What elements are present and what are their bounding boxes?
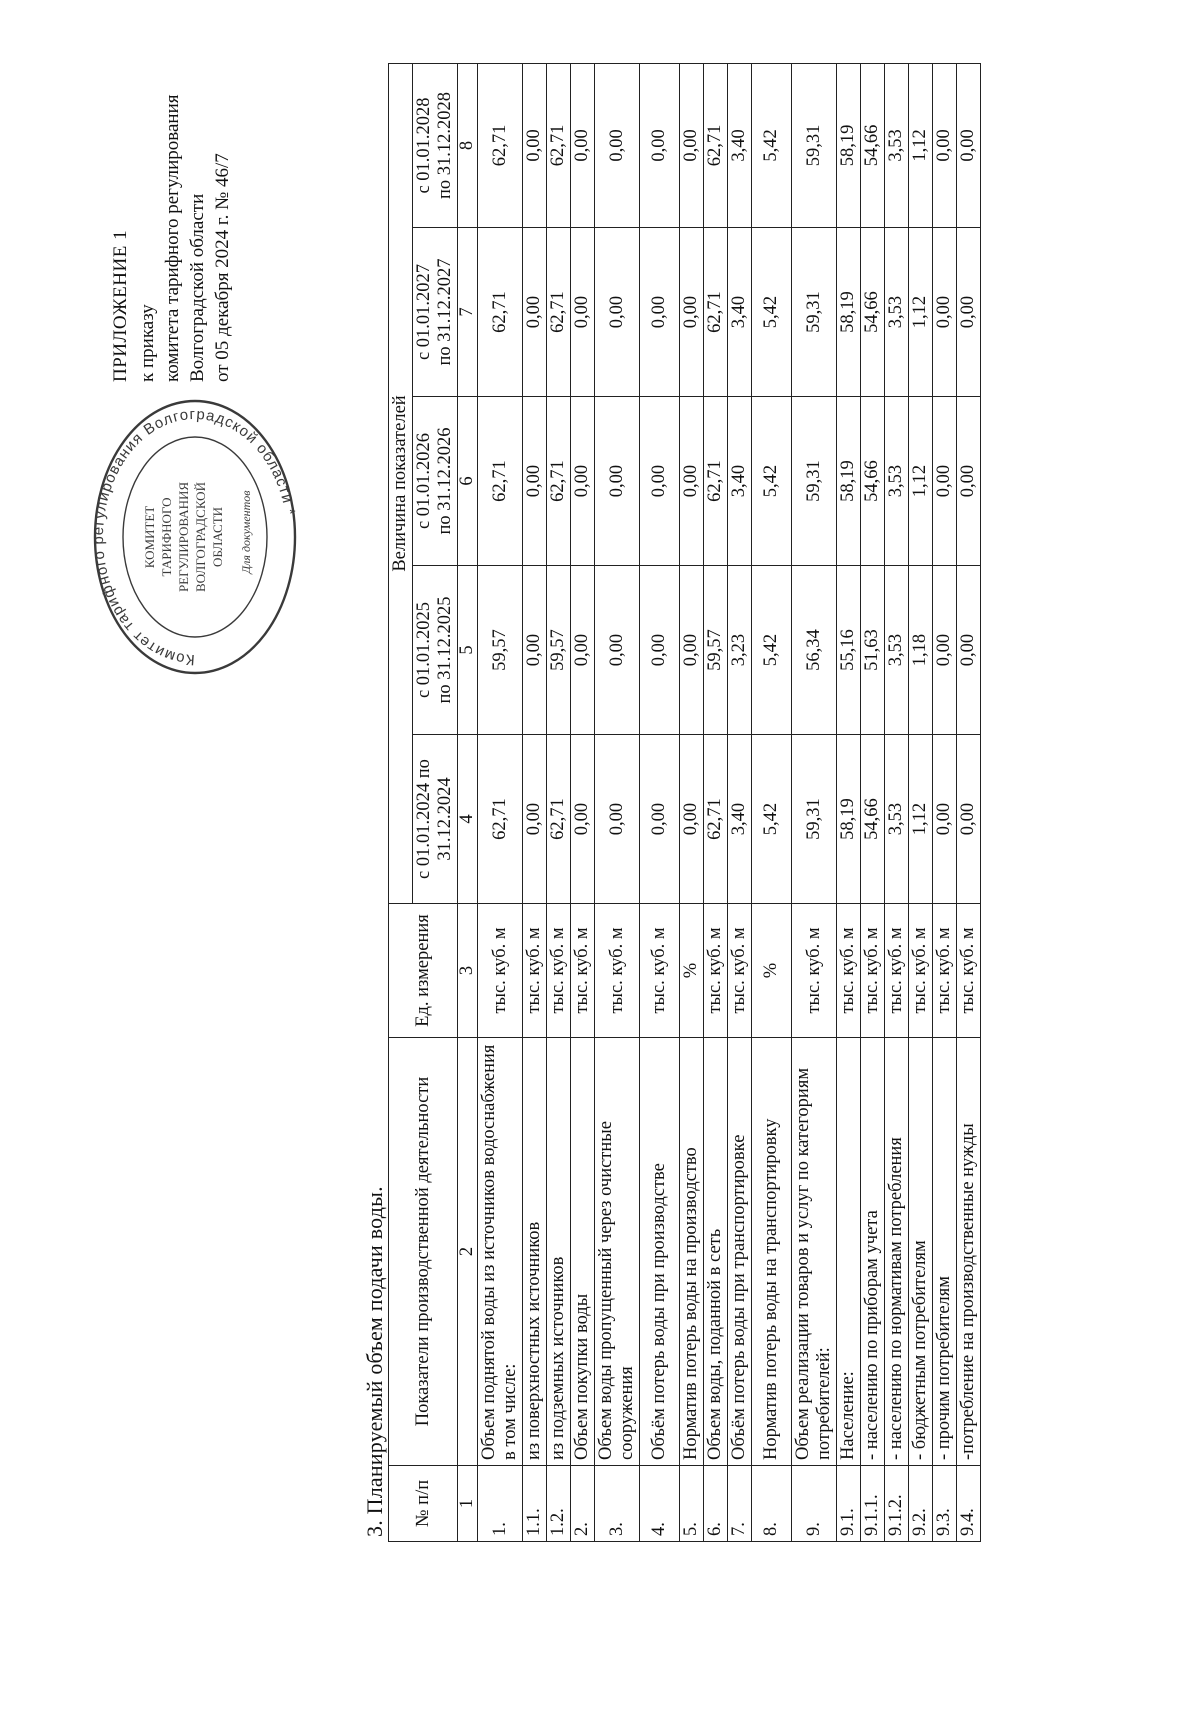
row-value: 0,00 xyxy=(680,228,704,397)
row-value: 0,00 xyxy=(680,566,704,735)
row-unit: % xyxy=(680,904,704,1038)
row-unit: тыс. куб. м xyxy=(478,904,523,1038)
row-value: 56,34 xyxy=(792,566,837,735)
column-number: 6 xyxy=(458,397,478,566)
row-number: 1.2. xyxy=(547,1466,571,1542)
row-value: 0,00 xyxy=(571,735,595,904)
row-value: 62,71 xyxy=(704,228,728,397)
row-unit: тыс. куб. м xyxy=(933,904,957,1038)
row-number: 9. xyxy=(792,1466,837,1542)
row-value: 0,00 xyxy=(957,228,981,397)
row-number: 3. xyxy=(595,1466,640,1542)
row-value: 0,00 xyxy=(640,228,680,397)
row-value: 5,42 xyxy=(752,228,792,397)
approval-block xyxy=(108,22,235,382)
row-value: 62,71 xyxy=(478,63,523,227)
table-row xyxy=(837,63,861,1541)
row-indicator-name: - населению по приборам учета xyxy=(861,1038,885,1466)
period-label: с 01.01.2025 по 31.12.2025 xyxy=(414,596,455,704)
row-number: 9.1.1. xyxy=(861,1466,885,1542)
table-row xyxy=(547,63,571,1541)
table-body xyxy=(478,63,981,1541)
stamp-bottom-text: Для документов xyxy=(239,490,253,574)
row-value: 3,40 xyxy=(728,397,752,566)
row-value: 5,42 xyxy=(752,735,792,904)
row-value: 54,66 xyxy=(861,735,885,904)
row-value: 0,00 xyxy=(933,397,957,566)
row-unit: тыс. куб. м xyxy=(571,904,595,1038)
row-value: 3,40 xyxy=(728,735,752,904)
row-unit: тыс. куб. м xyxy=(704,904,728,1038)
row-value: 62,71 xyxy=(478,397,523,566)
row-value: 62,71 xyxy=(547,228,571,397)
approval-line-order: к приказу xyxy=(137,304,158,382)
row-value: 62,71 xyxy=(547,63,571,227)
table-row xyxy=(595,63,640,1541)
table-row xyxy=(752,63,792,1541)
row-indicator-name: - бюджетным потребителям xyxy=(909,1038,933,1466)
row-number: 9.4. xyxy=(957,1466,981,1542)
row-number: 7. xyxy=(728,1466,752,1542)
row-unit: % xyxy=(752,904,792,1038)
row-value: 3,40 xyxy=(728,228,752,397)
header-period-2026 xyxy=(413,397,458,566)
row-value: 62,71 xyxy=(547,735,571,904)
row-indicator-name: Объём потерь воды при транспортировке xyxy=(728,1038,752,1466)
row-value: 62,71 xyxy=(547,397,571,566)
row-value: 0,00 xyxy=(957,735,981,904)
row-value: 3,23 xyxy=(728,566,752,735)
table-header-row xyxy=(389,63,413,1541)
row-value: 0,00 xyxy=(595,397,640,566)
row-value: 3,40 xyxy=(728,63,752,227)
row-value: 0,00 xyxy=(571,63,595,227)
period-label: с 01.01.2026 по 31.12.2026 xyxy=(414,427,455,535)
row-indicator-name: Норматив потерь воды на производство xyxy=(680,1038,704,1466)
water-supply-table xyxy=(388,63,981,1542)
row-indicator-name: - населению по нормативам потребления xyxy=(885,1038,909,1466)
row-unit: тыс. куб. м xyxy=(523,904,547,1038)
row-indicator-name: -потребление на производственные нужды xyxy=(957,1038,981,1466)
row-unit: тыс. куб. м xyxy=(640,904,680,1038)
row-unit: тыс. куб. м xyxy=(909,904,933,1038)
row-value: 0,00 xyxy=(957,566,981,735)
column-number: 3 xyxy=(458,904,478,1038)
row-value: 0,00 xyxy=(680,397,704,566)
row-value: 1,18 xyxy=(909,566,933,735)
row-value: 0,00 xyxy=(957,63,981,227)
row-value: 0,00 xyxy=(523,735,547,904)
row-value: 59,31 xyxy=(792,397,837,566)
row-value: 0,00 xyxy=(640,63,680,227)
row-value: 59,57 xyxy=(478,566,523,735)
period-label: с 01.01.2027 по 31.12.2027 xyxy=(414,258,455,366)
stamp-line-3: РЕГУЛИРОВАНИЯ xyxy=(176,481,191,593)
row-value: 3,53 xyxy=(885,735,909,904)
row-unit: тыс. куб. м xyxy=(957,904,981,1038)
row-value: 0,00 xyxy=(680,63,704,227)
row-value: 59,57 xyxy=(547,566,571,735)
stamp-line-2: ТАРИФНОГО xyxy=(159,497,174,577)
row-value: 0,00 xyxy=(957,397,981,566)
column-number: 2 xyxy=(458,1038,478,1466)
row-value: 0,00 xyxy=(523,228,547,397)
row-value: 59,31 xyxy=(792,228,837,397)
row-value: 0,00 xyxy=(571,397,595,566)
row-number: 4. xyxy=(640,1466,680,1542)
row-unit: тыс. куб. м xyxy=(728,904,752,1038)
row-value: 62,71 xyxy=(478,228,523,397)
row-value: 3,53 xyxy=(885,228,909,397)
row-value: 62,71 xyxy=(478,735,523,904)
header-period-2028 xyxy=(413,63,458,227)
row-value: 54,66 xyxy=(861,397,885,566)
row-indicator-name: Население: xyxy=(837,1038,861,1466)
row-value: 58,19 xyxy=(837,735,861,904)
row-value: 58,19 xyxy=(837,228,861,397)
row-value: 3,53 xyxy=(885,566,909,735)
row-value: 5,42 xyxy=(752,566,792,735)
table-row xyxy=(861,63,885,1541)
row-number: 1.1. xyxy=(523,1466,547,1542)
row-value: 1,12 xyxy=(909,735,933,904)
column-number: 1 xyxy=(458,1466,478,1542)
row-indicator-name: Объем реализации товаров и услуг по категориям потребителей: xyxy=(792,1038,837,1466)
svg-text:Комитет тарифного регулировани: Комитет тарифного регулирования Волгоградской области * xyxy=(90,405,299,669)
row-value: 1,12 xyxy=(909,228,933,397)
header-num: № п/п xyxy=(389,1466,458,1542)
row-value: 54,66 xyxy=(861,63,885,227)
section-title: 3. Планируемый объем подачи воды. xyxy=(362,1186,387,1537)
row-indicator-name: Объём потерь воды при производстве xyxy=(640,1038,680,1466)
row-value: 0,00 xyxy=(933,63,957,227)
official-stamp xyxy=(90,392,300,682)
row-value: 58,19 xyxy=(837,63,861,227)
row-indicator-name: Объем воды, поданной в сеть xyxy=(704,1038,728,1466)
row-value: 51,63 xyxy=(861,566,885,735)
row-indicator-name: - прочим потребителям xyxy=(933,1038,957,1466)
row-value: 59,57 xyxy=(704,566,728,735)
row-indicator-name: из подземных источников xyxy=(547,1038,571,1466)
row-value: 0,00 xyxy=(523,63,547,227)
row-indicator-name: Норматив потерь воды на транспортировку xyxy=(752,1038,792,1466)
table-row xyxy=(728,63,752,1541)
appendix-label: ПРИЛОЖЕНИЕ 1 xyxy=(110,229,131,382)
row-value: 1,12 xyxy=(909,63,933,227)
row-value: 0,00 xyxy=(595,735,640,904)
row-value: 0,00 xyxy=(595,228,640,397)
table-row xyxy=(523,63,547,1541)
column-number: 8 xyxy=(458,63,478,227)
row-value: 0,00 xyxy=(571,228,595,397)
row-value: 62,71 xyxy=(704,735,728,904)
row-value: 0,00 xyxy=(523,566,547,735)
row-unit: тыс. куб. м xyxy=(885,904,909,1038)
column-number: 5 xyxy=(458,566,478,735)
row-value: 0,00 xyxy=(595,63,640,227)
header-values-group: Величина показателей xyxy=(389,63,413,903)
row-number: 9.2. xyxy=(909,1466,933,1542)
row-value: 55,16 xyxy=(837,566,861,735)
stamp-line-1: КОМИТЕТ xyxy=(142,505,157,569)
header-period-2024 xyxy=(413,735,458,904)
table-row xyxy=(909,63,933,1541)
row-indicator-name: Объем воды пропущенный через очистные сооружения xyxy=(595,1038,640,1466)
stamp-line-4: ВОЛГОГРАДСКОЙ xyxy=(193,482,208,592)
table-row xyxy=(704,63,728,1541)
row-value: 0,00 xyxy=(640,566,680,735)
column-number: 7 xyxy=(458,228,478,397)
column-numbers-row xyxy=(458,63,478,1541)
row-indicator-name: из поверхностных источников xyxy=(523,1038,547,1466)
row-value: 62,71 xyxy=(704,397,728,566)
row-value: 0,00 xyxy=(571,566,595,735)
table-row xyxy=(478,63,523,1541)
row-value: 5,42 xyxy=(752,63,792,227)
stamp-seal-icon xyxy=(90,392,300,682)
row-value: 0,00 xyxy=(640,735,680,904)
row-value: 0,00 xyxy=(595,566,640,735)
row-value: 0,00 xyxy=(680,735,704,904)
table-row xyxy=(792,63,837,1541)
row-indicator-name: Объем покупки воды xyxy=(571,1038,595,1466)
header-unit: Ед. измерения xyxy=(389,904,458,1038)
row-number: 1. xyxy=(478,1466,523,1542)
row-value: 54,66 xyxy=(861,228,885,397)
row-value: 5,42 xyxy=(752,397,792,566)
row-unit: тыс. куб. м xyxy=(792,904,837,1038)
row-unit: тыс. куб. м xyxy=(595,904,640,1038)
row-number: 5. xyxy=(680,1466,704,1542)
row-value: 0,00 xyxy=(523,397,547,566)
row-value: 0,00 xyxy=(640,397,680,566)
row-value: 1,12 xyxy=(909,397,933,566)
row-value: 62,71 xyxy=(704,63,728,227)
row-value: 0,00 xyxy=(933,735,957,904)
header-period-2025 xyxy=(413,566,458,735)
row-indicator-name: Объем поднятой воды из источников водоснабжения в том числе: xyxy=(478,1038,523,1466)
period-label: с 01.01.2024 по 31.12.2024 xyxy=(414,759,455,879)
header-period-2027 xyxy=(413,228,458,397)
row-unit: тыс. куб. м xyxy=(837,904,861,1038)
stamp-line-5: ОБЛАСТИ xyxy=(210,506,225,568)
table-row xyxy=(571,63,595,1541)
row-value: 0,00 xyxy=(933,228,957,397)
column-number: 4 xyxy=(458,735,478,904)
row-number: 9.1. xyxy=(837,1466,861,1542)
table-row xyxy=(957,63,981,1541)
row-number: 6. xyxy=(704,1466,728,1542)
row-value: 59,31 xyxy=(792,735,837,904)
approval-line-date: от 05 декабря 2024 г. № 46/7 xyxy=(212,153,233,382)
row-value: 3,53 xyxy=(885,397,909,566)
header-indicator: Показатели производственной деятельности xyxy=(389,1038,458,1466)
table-row xyxy=(933,63,957,1541)
row-number: 2. xyxy=(571,1466,595,1542)
row-number: 9.3. xyxy=(933,1466,957,1542)
approval-line-committee: комитета тарифного регулирования xyxy=(162,94,183,382)
row-value: 59,31 xyxy=(792,63,837,227)
row-value: 0,00 xyxy=(933,566,957,735)
row-value: 58,19 xyxy=(837,397,861,566)
approval-line-region: Волгоградской области xyxy=(187,193,208,382)
table-row xyxy=(885,63,909,1541)
row-unit: тыс. куб. м xyxy=(861,904,885,1038)
table-row xyxy=(640,63,680,1541)
row-number: 9.1.2. xyxy=(885,1466,909,1542)
row-number: 8. xyxy=(752,1466,792,1542)
period-label: с 01.01.2028 по 31.12.2028 xyxy=(414,91,455,199)
row-unit: тыс. куб. м xyxy=(547,904,571,1038)
table-row xyxy=(680,63,704,1541)
row-value: 3,53 xyxy=(885,63,909,227)
